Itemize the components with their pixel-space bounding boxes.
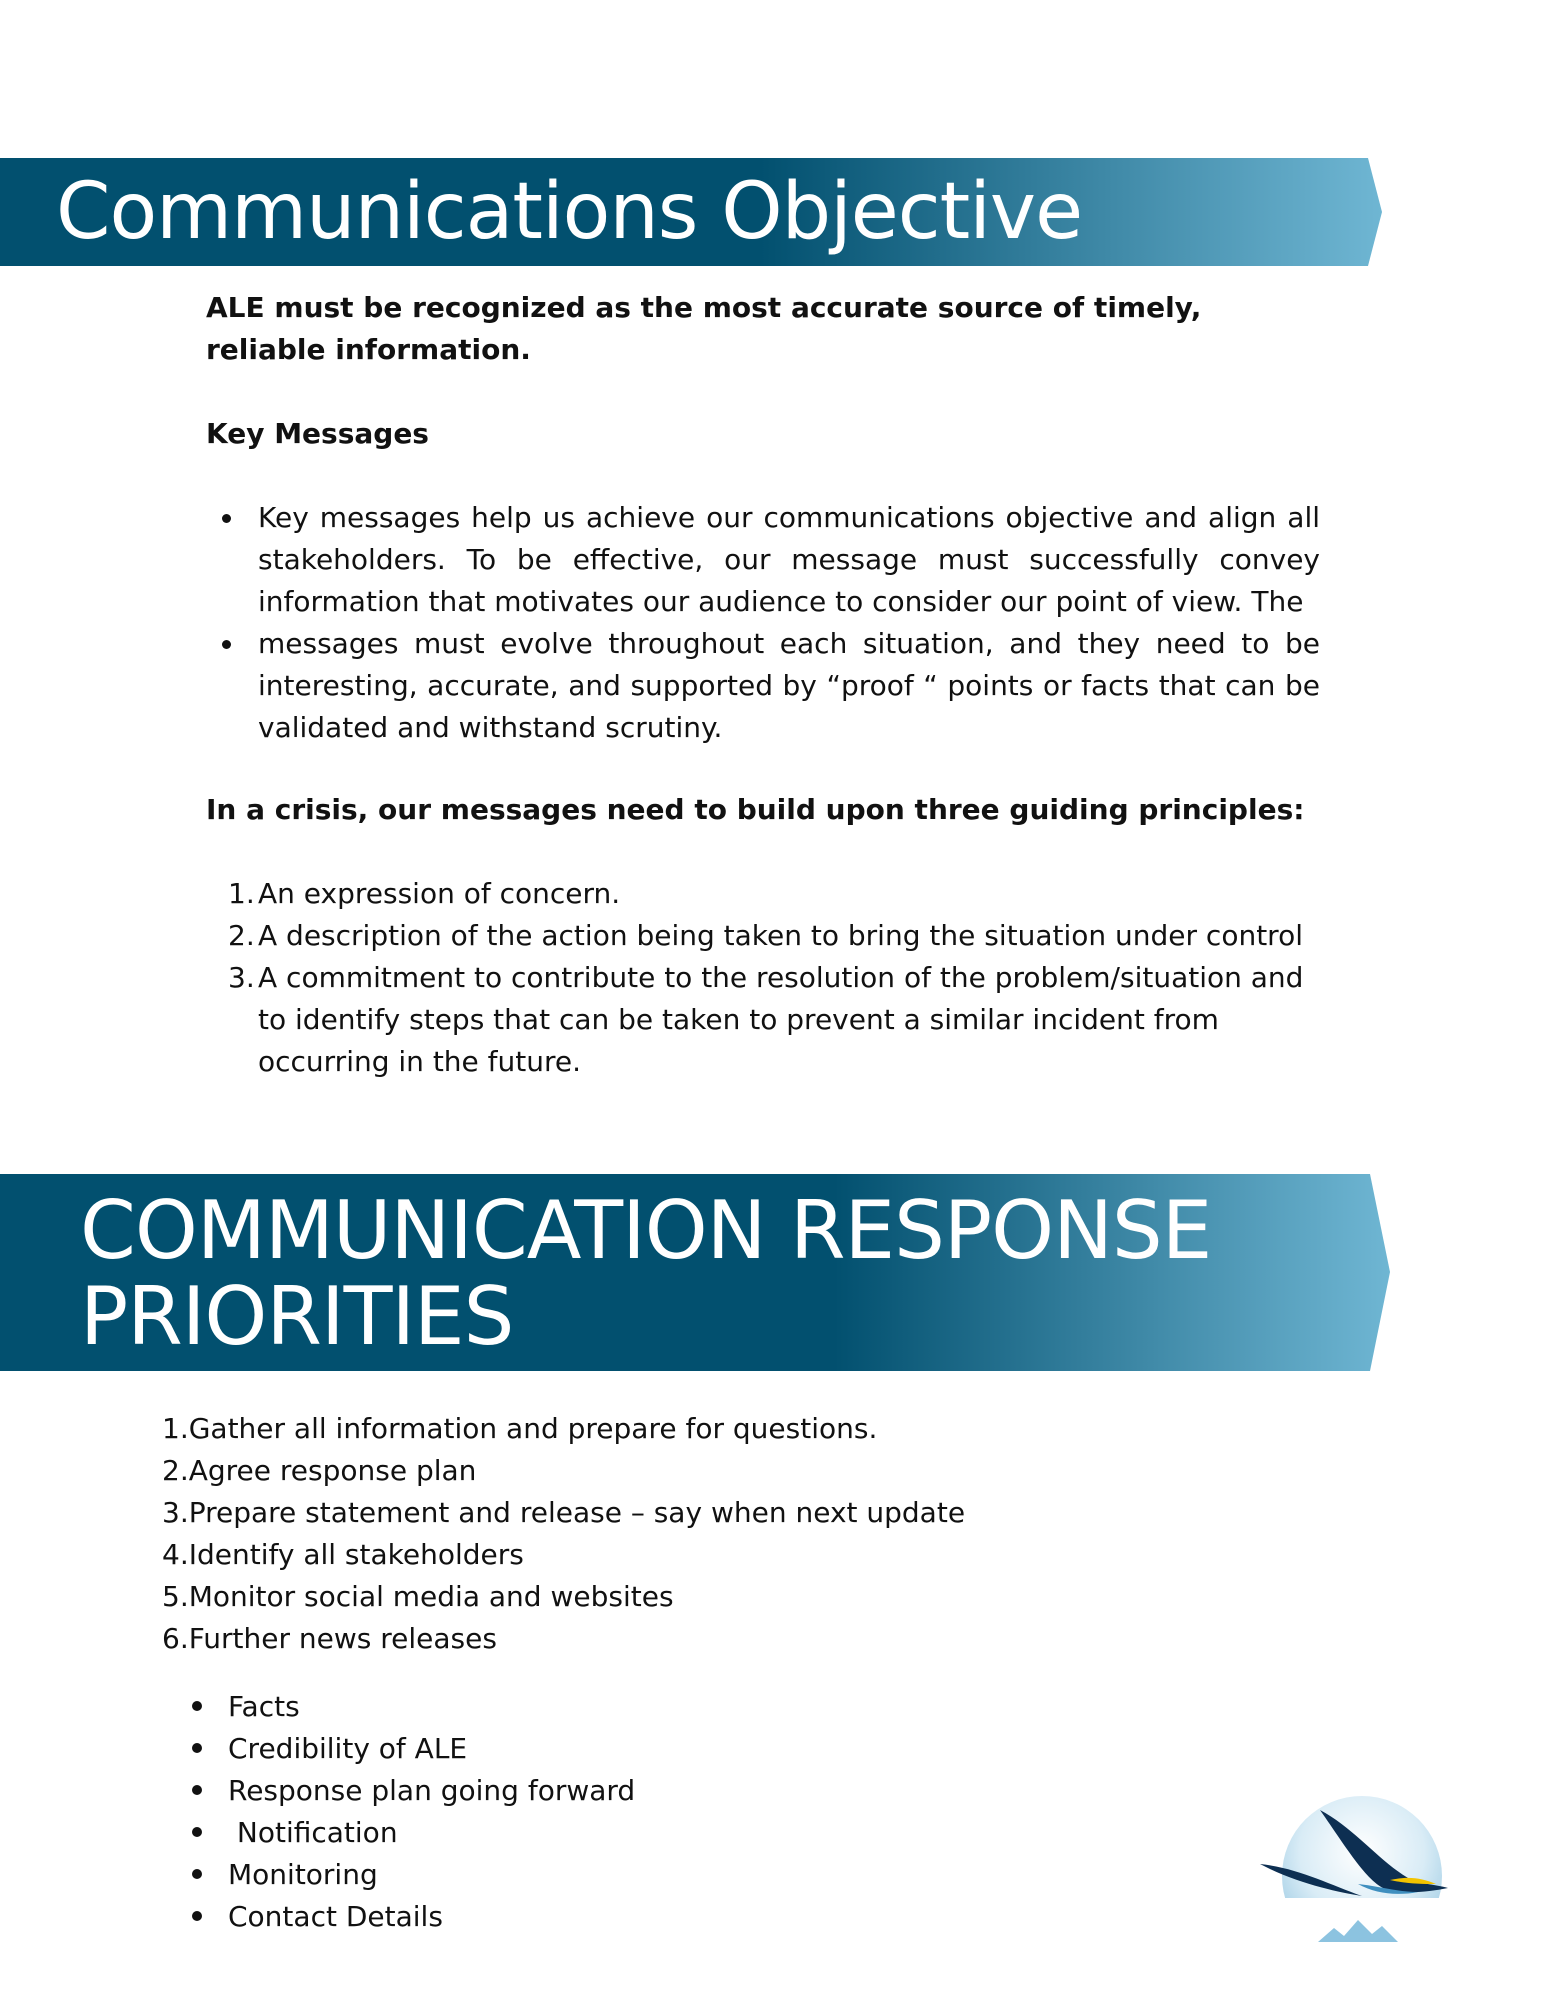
list-item: 2.Agree response plan: [162, 1454, 477, 1487]
list-item: 3.Prepare statement and release – say when next update: [162, 1496, 966, 1529]
section-title-line2: PRIORITIES: [80, 1270, 514, 1363]
list-item: 4.Identify all stakeholders: [162, 1538, 524, 1571]
list-item-text: Notification: [228, 1816, 398, 1849]
list-number: 1.: [228, 877, 255, 910]
list-item-text: A description of the action being taken to bring the situation under control: [258, 919, 1303, 952]
list-item-text: A commitment to contribute to the resolution of the problem/situation and to identify steps that can be taken to prevent a similar incident from occurring in the future.: [258, 961, 1304, 1078]
list-item-text: Facts: [228, 1690, 300, 1723]
bullet-icon: [222, 640, 231, 649]
section-banner-objective: [0, 158, 1400, 266]
key-messages-list: [206, 497, 1320, 749]
bullet-icon: [192, 1869, 202, 1879]
list-item: [206, 915, 1306, 957]
list-item: 6.Further news releases: [162, 1622, 497, 1655]
section-title-line1: COMMUNICATION RESPONSE: [80, 1184, 1212, 1277]
list-item-text: Monitoring: [228, 1858, 378, 1891]
list-item: [206, 623, 1320, 749]
list-item: [190, 1812, 635, 1854]
bullet-icon: [192, 1911, 202, 1921]
bird-over-mountains-logo-icon: [1258, 1780, 1478, 1958]
list-number: 3.: [228, 961, 255, 994]
response-priorities-list: [162, 1408, 965, 1660]
list-item: [206, 873, 1306, 915]
list-item-text: Contact Details: [228, 1900, 443, 1933]
list-item-text: messages must evolve throughout each situation, and they need to be interesting, accurate, and supported by “proof “ points or facts that can be validated and withstand scrutiny.: [258, 627, 1320, 744]
objective-statement: ALE must be recognized as the most accurate source of timely, reliable information.: [206, 291, 1202, 366]
bullet-icon: [192, 1743, 202, 1753]
bullet-icon: [192, 1785, 202, 1795]
section-banner-priorities: [0, 1174, 1400, 1371]
list-item: [190, 1896, 635, 1938]
list-item-text: An expression of concern.: [258, 877, 621, 910]
bullet-icon: [192, 1701, 202, 1711]
crisis-principles-intro: In a crisis, our messages need to build upon three guiding principles:: [206, 793, 1305, 826]
bullet-icon: [192, 1827, 202, 1837]
list-item: [190, 1770, 635, 1812]
list-item-text: Key messages help us achieve our communications objective and align all stakeholders. To be effective, our message must successfully convey information that motivates our audience to consider our point of view. The: [258, 501, 1320, 618]
list-item: [206, 957, 1306, 1083]
list-item-text: Credibility of ALE: [228, 1732, 468, 1765]
key-messages-heading: Key Messages: [206, 417, 429, 450]
section-title: Communications Objective: [56, 167, 1083, 257]
list-item-text: Response plan going forward: [228, 1774, 636, 1807]
bullet-icon: [222, 514, 231, 523]
list-item: [206, 497, 1320, 623]
statement-contents-list: [190, 1686, 635, 1938]
guiding-principles-list: [206, 873, 1306, 1083]
list-item: [190, 1854, 635, 1896]
list-number: 2.: [228, 919, 255, 952]
list-item: 1.Gather all information and prepare for questions.: [162, 1412, 878, 1445]
list-item: [190, 1728, 635, 1770]
list-item: [190, 1686, 635, 1728]
section-title: [80, 1184, 1212, 1363]
list-item: 5.Monitor social media and websites: [162, 1580, 674, 1613]
